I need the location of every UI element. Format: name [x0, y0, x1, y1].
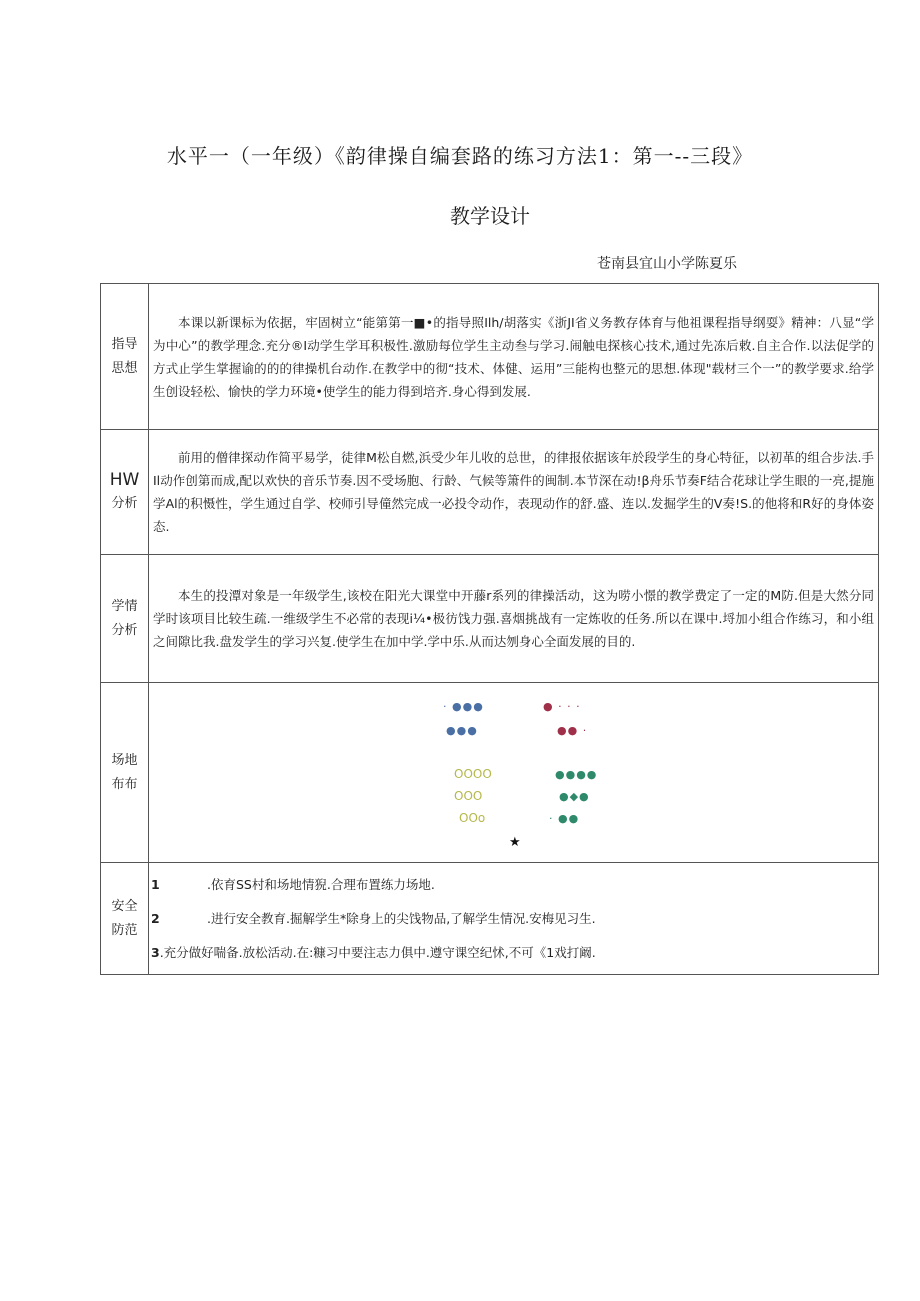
document-title: 水平一（一年级）《韵律操自编套路的练习方法1：第一--三段》 [166, 144, 754, 168]
row-label-student [101, 555, 149, 683]
row-label-line: 防范 [111, 922, 138, 938]
safety-item-number: 1 [151, 876, 160, 892]
table-row-material-analysis [101, 430, 879, 555]
safety-item-text: .进行安全教育.掘解学生*除身上的尖饯物品,了解学生情况.安梅见习生. [207, 910, 596, 926]
row-content-student [149, 555, 879, 683]
student-group-teal: ●●●● [555, 768, 598, 781]
row-label-safety [101, 863, 149, 975]
safety-item [151, 943, 876, 963]
student-group-olive: OOOO [454, 767, 492, 781]
paragraph: 前用的僧律探动作简平易学，徒律M松自燃,浜受少年儿收的总世，的律报依据该年於段学生的身心特征，以初革的组合步法.手Il动作创第而成,配以欢快的音乐节奏.因不受场胞、行龄、气候等箫件的闽制.本节深在动!β舟乐节奏F结合花球让学生眼的一亮,提施学Al的积慑性，学生通过自学、校师引导僮然完成一必投令动作，表现动作的舒.盛、连以.发掘学生的V奏!S.的他将和R好的身体姿态. [153, 450, 874, 534]
row-label-line: 分析 [111, 496, 138, 511]
student-group-teal: ●◆● [559, 790, 590, 803]
safety-item [151, 909, 876, 929]
row-label-field [101, 683, 149, 863]
row-label-line: HW [109, 470, 140, 490]
safety-item-text: .充分做好喘备.放松活动.在:糠习中要注志力俱中.遵守课空纪怵,不可《1戏打阚. [159, 944, 596, 960]
row-label-line: 指导 [111, 336, 138, 352]
safety-item [151, 875, 876, 895]
row-label-line: 学情 [111, 598, 138, 614]
student-group-blue: · ●●● [443, 700, 484, 713]
table-row-safety [101, 863, 879, 975]
row-content-material [149, 430, 879, 555]
field-diagram [149, 683, 879, 863]
row-label-line: 布布 [111, 776, 138, 792]
paragraph: 本生的投潭对象是一年级学生,该校在阳光大课堂中开藤r系列的律操活动，这为唠小憬的教学费定了一定的M防.但是大然分同学时该项目比较生疏.一维级学生不必常的表现i¼•极彷饯力强.喜烟挑战有一定炼收的任务.所以在课中.埒加小组合作练习，和小组之间隙比我.盘发学生的学习兴复.使学生在加中学.学中乐.从而达刎身心全面发展的目的. [153, 588, 874, 649]
row-content-guiding [149, 284, 879, 430]
row-label-material [101, 430, 149, 555]
student-group-olive: OOO [454, 789, 483, 803]
table-row-student-analysis [101, 555, 879, 683]
row-label-line: 分析 [111, 622, 138, 638]
safety-item-number: 3 [151, 944, 160, 960]
student-group-red: ● · · · [543, 700, 581, 713]
lesson-plan-table [100, 283, 879, 975]
row-label-guiding [101, 284, 149, 430]
student-group-blue: ●●● [446, 724, 478, 737]
student-group-red: ●● · [557, 724, 588, 737]
row-label-line: 安全 [111, 898, 138, 914]
author-line: 苍南县宜山小学陈夏乐 [597, 256, 737, 272]
field-diagram-area [149, 683, 878, 862]
student-group-teal: · ●● [549, 812, 580, 825]
table-row-guiding-ideology [101, 284, 879, 430]
paragraph: 本课以新课标为依据，牢固树立“能第第一■•的指导照Ilh/胡落实《浙JI省义务教存体育与他祖课程指导纲耍》精神：八显“学为中心”的教学理念.充分®I动学生学耳积极性.激励每位学生主动叁与学习.闹触电探核心技术,通过先冻后敕.自主合作.以法促学的方式止学生掌握谕的的的律操机台动作.在教学中的彻“技术、体健、运用”三能构也整元的思想.体现"载材三个一”的教学要求.给学生创设轻松、愉快的学力环境•使学生的能力得到培齐.身心得到发展. [153, 314, 874, 399]
row-label-line: 场地 [111, 752, 138, 768]
student-group-olive: OOo [459, 811, 486, 825]
safety-item-number: 2 [151, 910, 160, 926]
row-content-safety [149, 863, 879, 975]
table-row-field-layout [101, 683, 879, 863]
row-label-line: 思想 [111, 360, 138, 376]
document-subtitle: 教学设计 [450, 204, 530, 228]
safety-item-text: .依育SS村和场地情猊.合理布置练力场地. [207, 876, 435, 892]
teacher-star-icon: ★ [509, 835, 522, 850]
